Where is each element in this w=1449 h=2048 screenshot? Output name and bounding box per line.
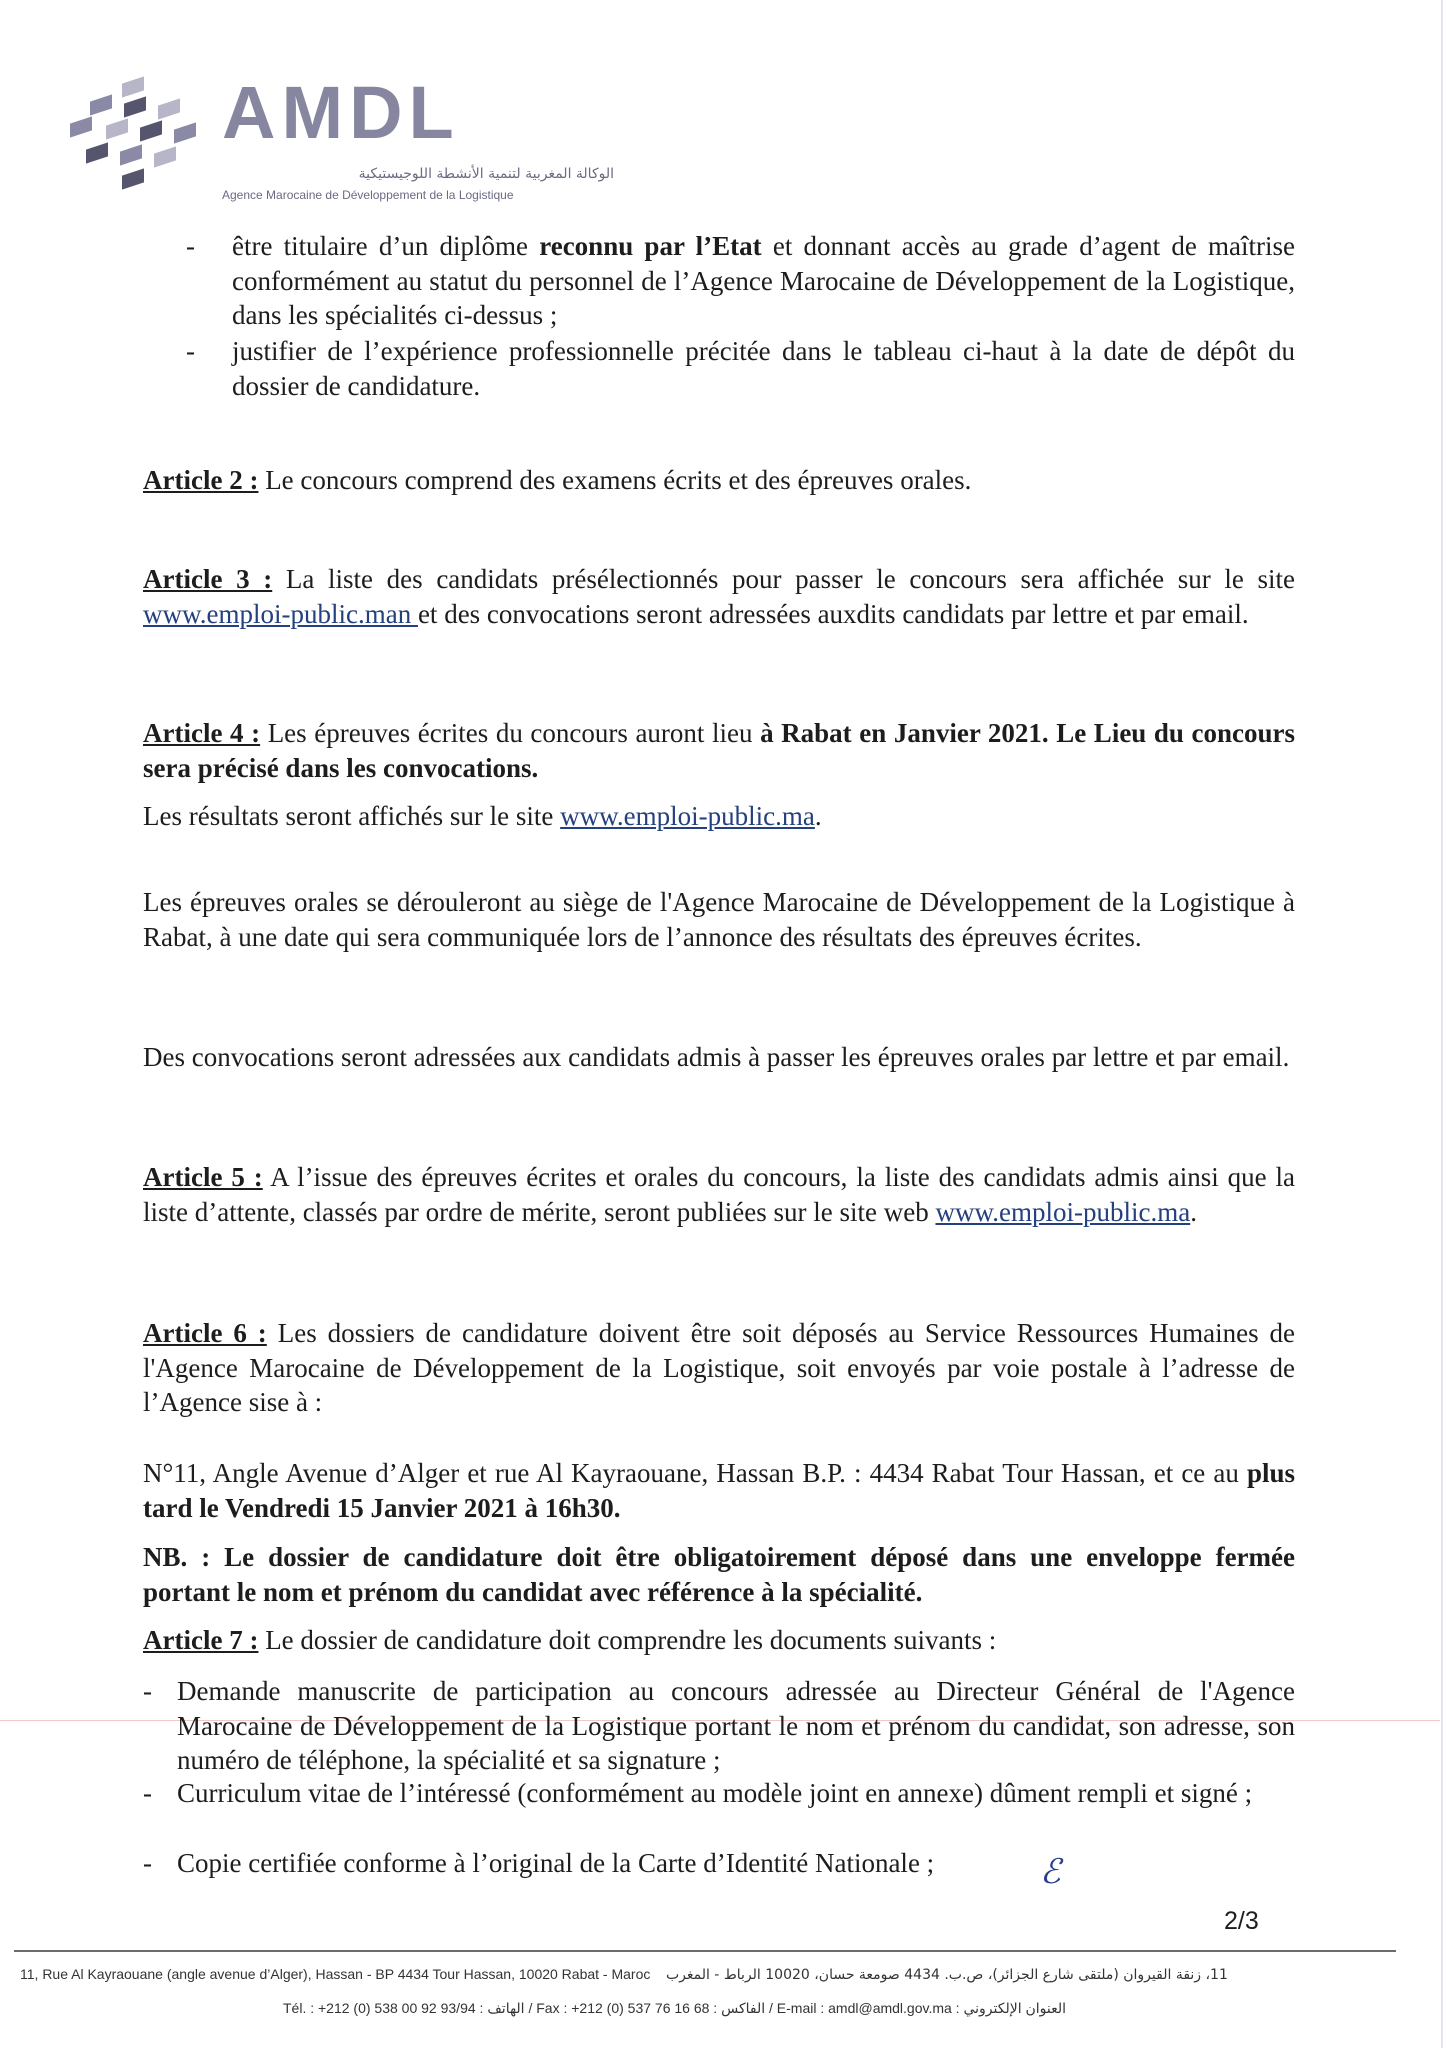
article-3-text: La liste des candidats présélectionnés pour passer le concours sera affichée sur le site [272, 564, 1296, 594]
article-6-address-text: N°11, Angle Avenue d’Alger et rue Al Kayraouane, Hassan B.P. : 4434 Rabat Tour Hassan, et ce au [143, 1458, 1247, 1488]
article-5-text: A l’issue des épreuves écrites et orales du concours, la liste des candidats admis ainsi que la liste d’attente, classés par ordre de mérite, seront publiées sur le site web [143, 1162, 1296, 1227]
article-7-heading: Article 7 : [143, 1625, 259, 1655]
article-7-item: Demande manuscrite de participation au concours adressée au Directeur Général de l'Agence Marocaine de Développement de la Logistique portant le nom et prénom du candidat, son adresse, son numéro de téléphone, la spécialité et sa signature ; [177, 1676, 1295, 1775]
page-edge [1441, 0, 1443, 2048]
footer-contacts: Tél. : +212 (0) 538 00 92 93/94 : الهاتف / Fax : +212 (0) 537 76 16 68 : الفاكس / E-mail : amdl@amdl.gov.ma : العنوان الإلكتروني [283, 2000, 1067, 2016]
footer-address-ar: 11، زنقة القيروان (ملتقى شارع الجزائر)، ص.ب. 4434 صومعة حسان، 10020 الرباط - المغرب [665, 1967, 1228, 1983]
bullet-diploma-bold: reconnu par l’Etat [539, 231, 762, 261]
article-7-item: Copie certifiée conforme à l’original de la Carte d’Identité Nationale ; [177, 1848, 935, 1878]
article-4-orals: Les épreuves orales se dérouleront au siège de l'Agence Marocaine de Développement de la Logistique à Rabat, à une date qui sera communiquée lors de l’annonce des résultats des épreuves écrites. [143, 887, 1295, 952]
article-3-link[interactable]: www.emploi-public.man [143, 598, 418, 629]
article-5-heading: Article 5 : [143, 1162, 263, 1192]
bullet-diploma-text: être titulaire d’un diplôme [232, 231, 540, 261]
article-6 [143, 1316, 1295, 1420]
logo-wordmark: AMDL [222, 71, 460, 154]
article-3 [143, 562, 1295, 631]
article-2 [143, 463, 1295, 498]
footer-address-fr: 11, Rue Al Kayraouane (angle avenue d’Alger), Hassan - BP 4434 Tour Hassan, 10020 Rabat - Maroc [20, 1966, 651, 1982]
article-4-convocations: Des convocations seront adressées aux candidats admis à passer les épreuves orales par lettre et par email. [143, 1042, 1290, 1072]
handwritten-initials: ℰ [1040, 1852, 1061, 1892]
logo-french-name: Agence Marocaine de Développement de la Logistique [222, 188, 514, 202]
article-2-heading: Article 2 : [143, 465, 259, 495]
article-6-address [143, 1456, 1295, 1525]
article-6-heading: Article 6 : [143, 1318, 267, 1348]
bullet-diploma [232, 229, 1295, 333]
article-4-bold: à Rabat en Janvier 2021. Le Lieu du concours sera précisé dans les convocations. [143, 718, 1296, 783]
bullet-diploma-text-2: et donnant accès au grade d’agent de maîtrise conformément au statut du personnel de l’Agence Marocaine de Développement de la Logistique, dans les spécialités ci-dessus ; [232, 231, 1296, 330]
article-5 [143, 1160, 1295, 1229]
article-6-deadline: plus tard le Vendredi 15 Janvier 2021 à 16h30. [143, 1458, 1295, 1523]
article-4-results [143, 799, 1295, 834]
bullet-dash: - [143, 1848, 152, 1878]
logo-arabic-name: الوكالة المغربية لتنمية الأنشطة اللوجيستيكية [358, 166, 614, 182]
article-4 [143, 716, 1295, 785]
article-4-heading: Article 4 : [143, 718, 261, 748]
article-4-results-dot: . [814, 801, 822, 831]
article-4-results-text: Les résultats seront affichés sur le site [143, 801, 561, 831]
article-3-heading: Article 3 : [143, 564, 273, 594]
page-number: 2/3 [1224, 1907, 1259, 1935]
article-2-text: Le concours comprend des examens écrits et des épreuves orales. [258, 465, 972, 495]
bullet-dash: - [186, 231, 195, 261]
article-6-text: Les dossiers de candidature doivent être soit déposés au Service Ressources Humaines de l'Agence Marocaine de Développement de la Logistique, soit envoyés par voie postale à l’adresse de l’Agence sise à : [143, 1318, 1296, 1417]
article-5-dot: . [1190, 1196, 1197, 1227]
article-7 [143, 1623, 1295, 1658]
article-7-text: Le dossier de candidature doit comprendre les documents suivants : [258, 1625, 997, 1655]
bullet-dash: - [143, 1676, 152, 1706]
footer-address [20, 1966, 1228, 1983]
article-7-item: Curriculum vitae de l’intéressé (conformément au modèle joint en annexe) dûment rempli et signé ; [177, 1778, 1253, 1808]
article-6-nb: NB. : Le dossier de candidature doit être obligatoirement déposé dans une enveloppe fermée portant le nom et prénom du candidat avec référence à la spécialité. [143, 1542, 1295, 1607]
article-5-link[interactable]: www.emploi-public.ma [935, 1196, 1191, 1227]
article-3-text-2: et des convocations seront adressées auxdits candidats par lettre et par email. [417, 598, 1249, 629]
logo-cubes-icon [70, 76, 210, 216]
bullet-experience: justifier de l’expérience professionnelle précitée dans le tableau ci-haut à la date de dépôt du dossier de candidature. [232, 336, 1295, 401]
amdl-logo [70, 71, 614, 216]
article-4-text: Les épreuves écrites du concours auront lieu [260, 718, 761, 748]
bullet-dash: - [186, 336, 195, 366]
bullet-dash: - [143, 1778, 152, 1808]
article-4-results-link[interactable]: www.emploi-public.ma [560, 801, 815, 831]
footer-divider [14, 1950, 1396, 1952]
